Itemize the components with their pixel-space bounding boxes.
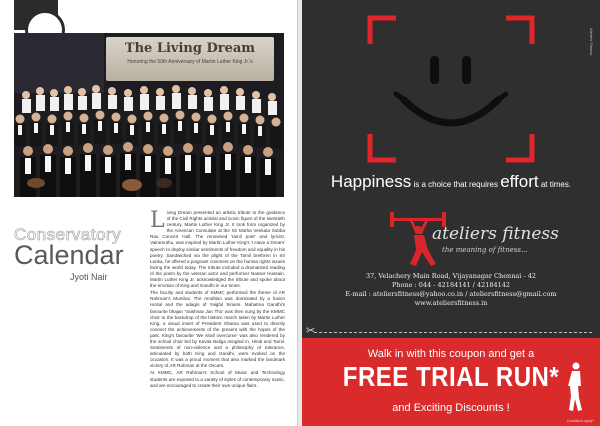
trial-coupon <box>302 338 600 426</box>
slogan-end: at times. <box>538 180 572 189</box>
address-website: www.ateliersfitness.in <box>414 299 488 307</box>
article-body <box>150 210 285 422</box>
address-street: 37, Velachery Main Road, Vijayanagar Chennai - 42 <box>366 272 536 280</box>
right-page-advert <box>302 0 600 426</box>
logo-name: ateliers fitness <box>432 224 559 244</box>
smiley-icon <box>396 56 506 123</box>
coupon-discount-line: and Exciting Discounts ! <box>392 402 510 414</box>
drop-cap: L <box>150 210 165 233</box>
event-banner <box>106 37 274 81</box>
slogan-word-happiness: Happiness <box>330 172 412 191</box>
coupon-headline: FREE TRIAL RUN* <box>342 361 560 393</box>
banner-title: The Living Dream <box>124 41 256 56</box>
slogan-word-effort: effort <box>500 172 539 191</box>
coupon-intro: Walk in with this coupon and get a <box>367 348 535 360</box>
ateliers-fitness-logo <box>390 208 559 270</box>
slogan-middle: is a choice that requires <box>411 180 501 189</box>
runner-icon <box>564 362 586 412</box>
scissors-icon: ✂ <box>306 325 316 337</box>
address-email: E-mail : ateliersfitness@yahoo.co.in / ateliersfitness@gmail.com <box>345 290 557 298</box>
coupon-cut-line <box>314 332 592 333</box>
banner-subtitle: Honoring the 50th Anniversary of Martin Luther King Jr.'s <box>127 59 253 65</box>
coupon-conditions-note: Conditions apply* <box>566 419 594 423</box>
article-paragraph-2: The faculty and students of KMMC performed the theme of AR Rahman's Mumbai. The rendition was dominated by a fusion recital and the adagio of Yaigful Sirians. Mahatma Gandhi's favourite bhajan 'Vaishnav Jan Tho' was then sung by the KMMC choir to the backdrop of the historic march taken by Martin Luther King, a visual insert of President Obama was used to directly connect the achievements of the present with the hopes of the past. King's favourite 'We shall overcome' was also rendered by the school choir led by Kavita Baliga mingled in, Hindi and Tamil. Sentiments of non-violence and a philosophy of tolerance, articulated by both King and Gandhi, were evoked on the occasion. It was a proud moment that also marked the landmark victory of AR Rahman at the Oscars. <box>150 290 285 369</box>
article-paragraph-1 <box>150 210 285 289</box>
article-paragraph-3: At KMMC, AR Rahman's School of Music and Technology students are exposed to a variety of styles of contemporary music, and are encouraged to create their own unique flairs. <box>150 370 285 388</box>
group-photo <box>14 33 284 197</box>
article-paragraph-1-text: iving Dream presented an artistic tribute to the guidance of the Civil Rights activist and iconic figure of the twentieth century, Martin Luther King Jr. It took form organized by the American Consulate at the Sri Mutha Venkata Subba Rao Concert Hall. The renowned 'tamil poet' and lyricist, Vairamuthu, was inspired by Martin Luther King's 'I Have a Dream' speech to deploy similar sentiments of freedom and equality in his poetry. Sandwiched via the plight of the Tamil brethren in Sri Lanka, he offered a poignant comment on the human rights issues facing the world today. The tribute included a dramatized reading of the poem by the veteran actor and performer Nasser Hussain. Martin Luther King Jr. acknowledged the tribute and spoke about the emotion of King and Gandhi in our times. <box>150 210 285 289</box>
section-heading <box>14 226 148 268</box>
left-page <box>0 0 298 426</box>
address-phone: Phone : 044 - 42184141 / 42184142 <box>391 281 511 289</box>
happiness-slogan <box>302 172 600 192</box>
contact-address <box>302 272 600 308</box>
author-name: Jyoti Nair <box>70 272 108 282</box>
smiley-frame-graphic <box>366 14 536 164</box>
logo-tagline: the meaning of fitness... <box>442 246 528 254</box>
heading-overline: Conservatory <box>14 225 122 244</box>
side-note: Ateliers Fitness <box>589 28 594 56</box>
heading-title: Calendar <box>14 240 124 270</box>
